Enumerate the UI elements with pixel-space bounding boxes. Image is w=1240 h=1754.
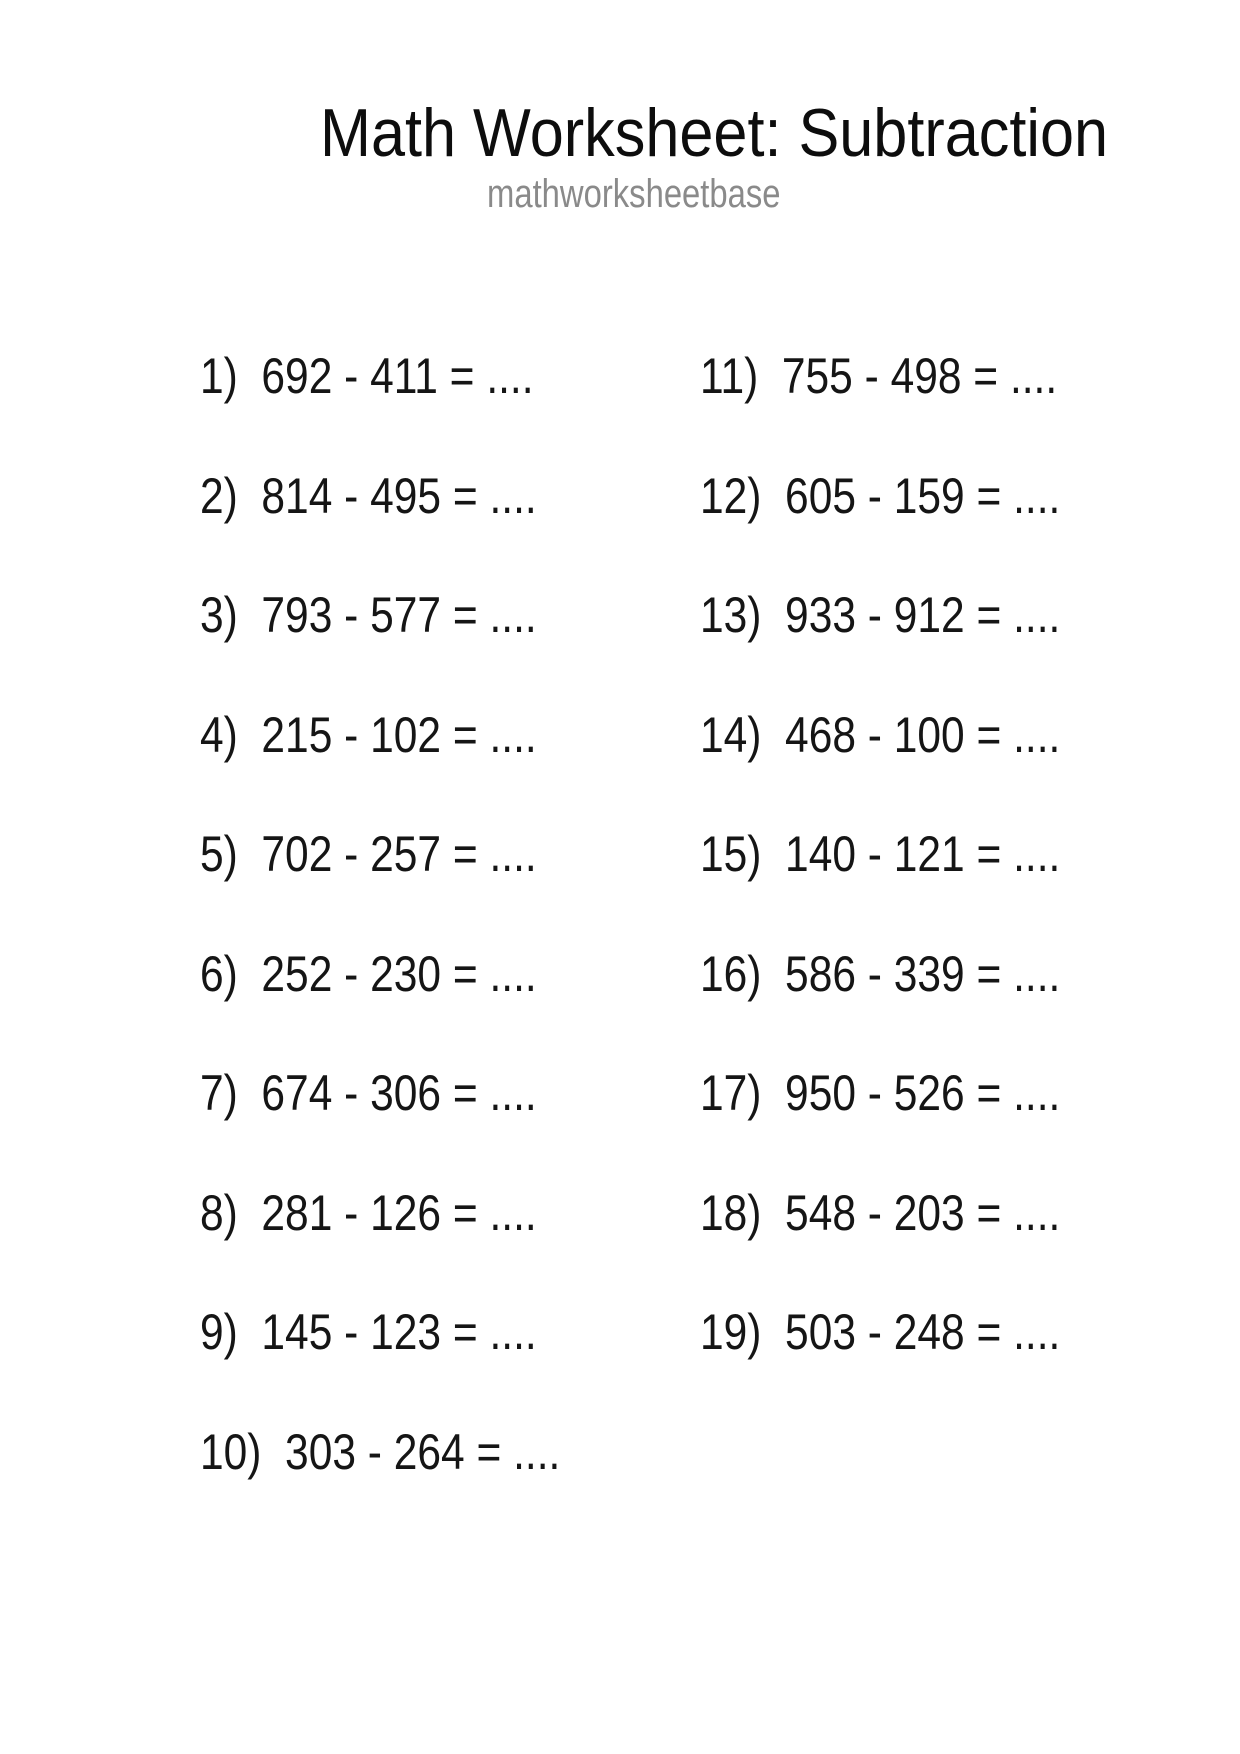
problem-text	[200, 676, 537, 796]
problem-row	[700, 795, 1124, 915]
problem-expression: 140 - 121 =	[785, 826, 1002, 882]
problem-row	[200, 437, 624, 557]
problem-expression: 933 - 912 =	[785, 587, 1002, 643]
answer-blank: ....	[1013, 826, 1061, 882]
answer-blank: ....	[489, 706, 537, 763]
problem-number: 12)	[700, 467, 762, 524]
problem-row	[200, 1154, 624, 1274]
problem-row	[700, 1154, 1124, 1274]
page-title: Math Worksheet: Subtraction	[320, 95, 1109, 171]
problem-text	[200, 1034, 537, 1154]
problem-row	[200, 556, 624, 676]
problem-number: 17)	[700, 1065, 762, 1121]
problem-row	[700, 1034, 1124, 1154]
answer-blank: ....	[1013, 587, 1061, 643]
problem-row	[200, 915, 624, 1035]
problem-text	[700, 317, 1057, 437]
problem-row	[700, 437, 1124, 557]
problem-expression: 605 - 159 =	[785, 467, 1002, 524]
problem-expression: 503 - 248 =	[785, 1304, 1002, 1360]
problem-number: 9)	[200, 1304, 238, 1360]
problem-row	[700, 1273, 1124, 1393]
problem-number: 19)	[700, 1304, 762, 1360]
problem-expression: 702 - 257 =	[261, 826, 478, 882]
answer-blank: ....	[1013, 467, 1061, 524]
problem-row	[200, 1273, 624, 1393]
problem-number: 4)	[200, 706, 238, 763]
problem-expression: 281 - 126 =	[261, 1184, 478, 1241]
problem-row	[700, 317, 1124, 437]
answer-blank: ....	[489, 1304, 537, 1360]
problem-row	[200, 795, 624, 915]
problem-text	[700, 1273, 1060, 1393]
problem-text	[200, 915, 537, 1035]
problem-text	[700, 556, 1060, 676]
page-subtitle: mathworksheetbase	[487, 172, 781, 216]
answer-blank: ....	[489, 1065, 537, 1121]
problem-number: 14)	[700, 706, 762, 763]
problem-number: 1)	[200, 348, 238, 404]
problem-text	[200, 1154, 537, 1274]
problem-number: 8)	[200, 1184, 238, 1241]
problem-number: 13)	[700, 587, 762, 643]
problem-expression: 252 - 230 =	[261, 945, 478, 1002]
problem-number: 3)	[200, 587, 238, 643]
answer-blank: ....	[1013, 1304, 1061, 1360]
problem-text	[700, 795, 1060, 915]
answer-blank: ....	[1013, 706, 1061, 763]
answer-blank: ....	[489, 1184, 537, 1241]
answer-blank: ....	[1013, 1184, 1061, 1241]
problem-number: 2)	[200, 467, 238, 524]
answer-blank: ....	[1013, 945, 1061, 1002]
problem-expression: 793 - 577 =	[261, 587, 478, 643]
problem-expression: 548 - 203 =	[785, 1184, 1002, 1241]
problem-number: 18)	[700, 1184, 762, 1241]
problem-number: 5)	[200, 826, 238, 882]
problem-row	[700, 676, 1124, 796]
answer-blank: ....	[489, 467, 537, 524]
answer-blank: ....	[513, 1423, 561, 1480]
problem-text	[200, 795, 537, 915]
problem-number: 16)	[700, 945, 762, 1002]
problem-text	[200, 437, 537, 557]
problem-expression: 950 - 526 =	[785, 1065, 1002, 1121]
problem-expression: 814 - 495 =	[261, 467, 478, 524]
problem-expression: 586 - 339 =	[785, 945, 1002, 1002]
problem-text	[700, 1034, 1060, 1154]
problem-expression: 303 - 264 =	[285, 1423, 502, 1480]
problems-column-left	[200, 317, 624, 1512]
problem-text	[700, 915, 1060, 1035]
problem-number: 15)	[700, 826, 762, 882]
problem-number: 11)	[700, 348, 759, 404]
answer-blank: ....	[489, 826, 537, 882]
problem-row	[200, 676, 624, 796]
answer-blank: ....	[1013, 1065, 1061, 1121]
problem-expression: 215 - 102 =	[261, 706, 478, 763]
answer-blank: ....	[489, 945, 537, 1002]
answer-blank: ....	[486, 348, 534, 404]
problem-row	[200, 1393, 624, 1513]
problems-column-right	[700, 317, 1124, 1393]
problem-expression: 755 - 498 =	[781, 348, 999, 404]
problem-number: 6)	[200, 945, 238, 1002]
problem-expression: 674 - 306 =	[261, 1065, 478, 1121]
problem-row	[200, 317, 624, 437]
problem-text	[200, 556, 537, 676]
problem-text	[200, 1273, 537, 1393]
problem-expression: 468 - 100 =	[785, 706, 1002, 763]
problem-text	[700, 437, 1060, 557]
problem-text	[200, 1393, 560, 1513]
problem-row	[200, 1034, 624, 1154]
problem-row	[700, 556, 1124, 676]
problem-text	[200, 317, 534, 437]
problem-expression: 145 - 123 =	[261, 1304, 478, 1360]
answer-blank: ....	[1009, 348, 1058, 404]
answer-blank: ....	[489, 587, 537, 643]
problem-text	[700, 676, 1060, 796]
problem-number: 7)	[200, 1065, 238, 1121]
problem-text	[700, 1154, 1060, 1274]
problem-expression: 692 - 411 =	[261, 348, 475, 404]
problem-number: 10)	[200, 1423, 262, 1480]
problem-row	[700, 915, 1124, 1035]
